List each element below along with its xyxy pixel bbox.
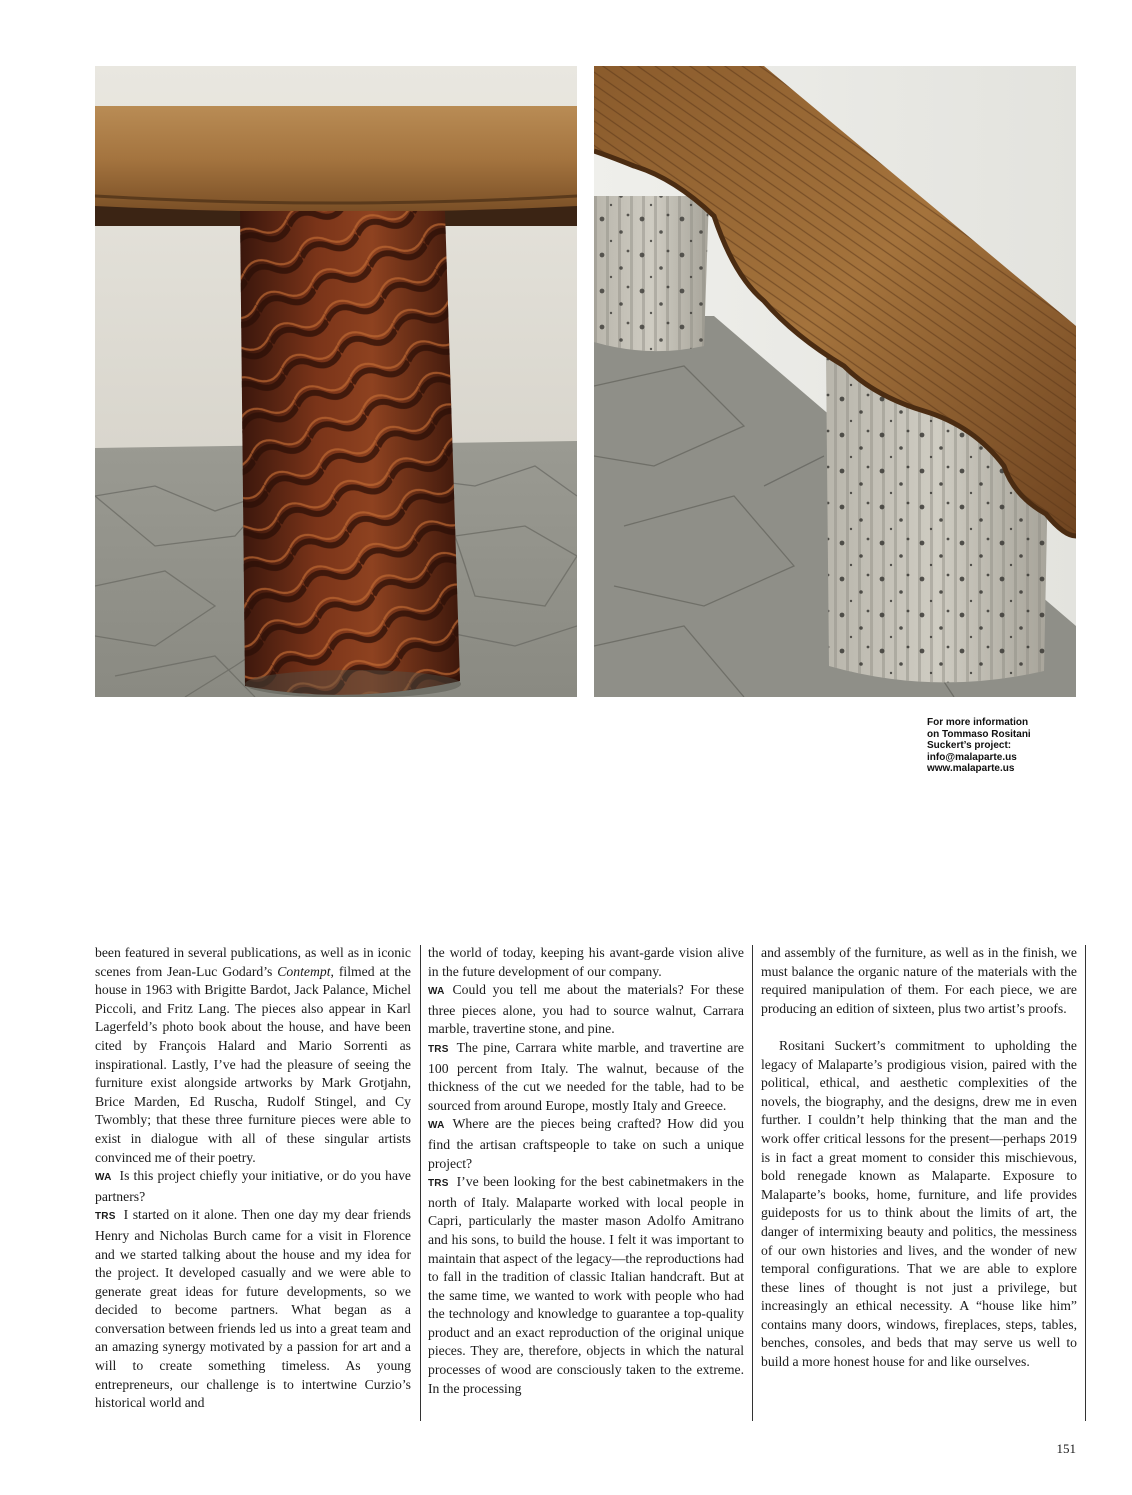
column-rule bbox=[752, 945, 753, 1421]
col1-paragraph: been featured in several publications, as well as in iconic scenes from Jean-Luc Godard’s Contempt, filmed at the house in 1963 with Brigitte Bardot, Jack Palance, Michel Piccoli, and Fritz Lang. The pieces also appear in Karl Lagerfeld’s photo book about the house, and have been cited by François Halard and Mario Sorrenti as inspirational. Lastly, I’ve had the pleasure of seeing the furniture exist alongside artworks by Mark Grotjahn, Brice Marden, Ed Ruscha, Rudolf Stingel, and Cy Twombly; that these three furniture pieces were able to exist in dialogue with all of these singular artists convinced me of their poetry. bbox=[95, 945, 411, 1165]
question: WA Could you tell me about the materials? For these three pieces alone, you had to source walnut, Carrara marble, travertine stone, and pine. bbox=[428, 982, 744, 1037]
col2-paragraph: the world of today, keeping his avant-garde vision alive in the future development of our company. bbox=[428, 945, 744, 979]
article-column-1 bbox=[95, 944, 411, 1413]
col3-closing-paragraph: Rositani Suckert’s commitment to upholding the legacy of Malaparte’s prodigious vision, paired with the political, ethical, and aesthetic complexities of the novels, the biography, and the designs, drew me in even further. I couldn’t help thinking that the man and the work offer critical lessons for the present—perhaps 2019 is in fact a great moment to consider this mischievous, bold renegade known as Malaparte. Exposure to Malaparte’s books, home, furniture, and life provides guideposts for us to think about the limits of art, the danger of intermixing beauty and politics, the messiness of our own histories and lives, and the wonder of new temporal configurations. That we are able to explore these lines of thought is not just a privilege, but increasingly an ethical necessity. A “house like him” contains many doors, windows, fireplaces, steps, tables, benches, consoles, and beds that may serve us well to build a more honest house for and like ourselves. bbox=[761, 1037, 1077, 1370]
answer: TRS I started on it alone. Then one day my dear friends Henry and Nicholas Burch came for a visit in Florence and we started talking about the house and my idea for the project. It developed casually and we were able to generate great ideas for future developments, so we decided to become partners. What began as a conversation between friends led us into a great team and an amazing synergy motivated by a passion for art and a will to create something timeless. As young entrepreneurs, our challenge is to intertwine Curzio’s historical world and bbox=[95, 1207, 411, 1411]
info-email: info@malaparte.us bbox=[927, 751, 1017, 763]
info-line-2: on Tommaso Rositani bbox=[927, 728, 1031, 740]
article-column-2 bbox=[428, 944, 744, 1398]
project-info-note bbox=[927, 717, 1077, 775]
pine-bench-illustration bbox=[594, 66, 1076, 697]
speaker-label: WA bbox=[95, 1172, 112, 1184]
info-line-1: For more information bbox=[927, 717, 1029, 728]
speaker-label: TRS bbox=[95, 1211, 116, 1223]
speaker-label: WA bbox=[428, 986, 445, 998]
photo-pine-bench bbox=[594, 66, 1076, 697]
question: WA Is this project chiefly your initiative, or do you have partners? bbox=[95, 1168, 411, 1204]
walnut-leg-illustration bbox=[95, 66, 577, 697]
question: WA Where are the pieces being crafted? How did you find the artisan craftspeople to take on such a unique project? bbox=[428, 1116, 744, 1171]
speaker-label: WA bbox=[428, 1120, 445, 1132]
page-number: 151 bbox=[1056, 1441, 1076, 1456]
answer: TRS The pine, Carrara white marble, and travertine are 100 percent from Italy. The walnut, because of the thickness of the cut we needed for the table, had to be sourced from around Europe, mostly Italy and Greece. bbox=[428, 1039, 744, 1113]
column-rule bbox=[1085, 945, 1086, 1421]
speaker-label: TRS bbox=[428, 1178, 449, 1190]
film-title: Contempt bbox=[277, 963, 331, 979]
article-column-3 bbox=[761, 944, 1077, 1372]
column-rule bbox=[420, 945, 421, 1421]
col3-paragraph: and assembly of the furniture, as well as in the finish, we must balance the organic nature of the materials with the required manipulation of them. For each piece, we are producing an edition of sixteen, plus two artist’s proofs. bbox=[761, 945, 1077, 1016]
info-line-3: Suckert’s project: bbox=[927, 740, 1012, 752]
info-website: www.malaparte.us bbox=[927, 763, 1015, 775]
speaker-label: TRS bbox=[428, 1043, 449, 1055]
answer: TRS I’ve been looking for the best cabinetmakers in the north of Italy. Malaparte worked with local people in Capri, particularly the master mason Adolfo Amitrano and his sons, to build the house. I felt it was important to maintain that aspect of the legacy—the reproductions had to fall in the tradition of classic Italian handcraft. But at the same time, we wanted to work with people who had the technology and knowledge to guarantee a top-quality product and an exact reproduction of the original unique pieces. They are, therefore, objects in which the natural processes of wood are consciously taken to the extreme. In the processing bbox=[428, 1174, 744, 1396]
photo-carved-walnut-leg bbox=[95, 66, 577, 697]
